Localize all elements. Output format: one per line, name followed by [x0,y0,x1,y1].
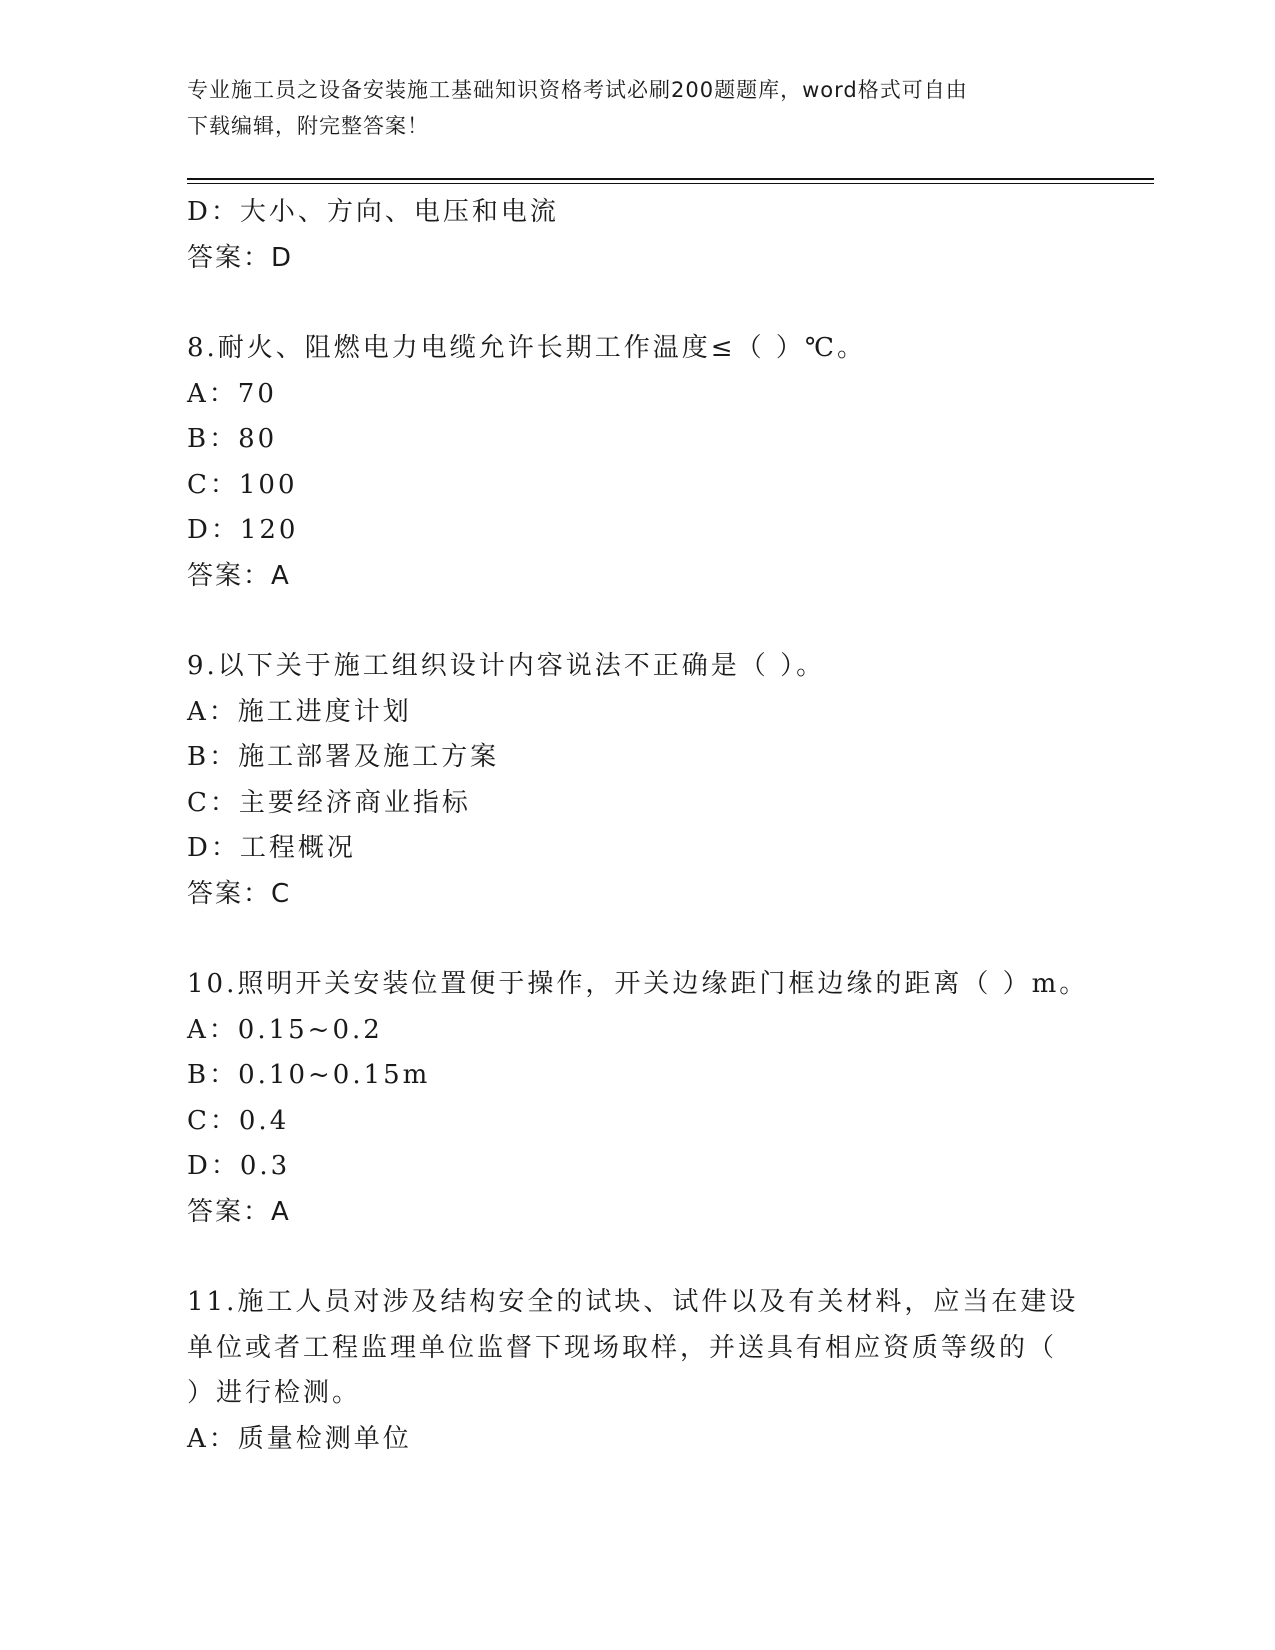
option-a: A：质量检测单位 [187,1423,412,1454]
prev-answer: 答案：D [187,242,294,273]
option-d: D：工程概况 [187,833,356,863]
question-8 [187,326,1087,599]
option-b: B：80 [187,424,278,454]
answer: 答案：A [187,1196,291,1227]
answer: 答案：C [187,878,292,909]
question-stem: 10.照明开关安装位置便于操作，开关边缘距门框边缘的距离（ ）m。 [187,969,1089,999]
option-a: A：70 [187,378,277,409]
question-stem-line-2: 单位或者工程监理单位监督下现场取样，并送具有相应资质等级的（ [187,1332,1058,1363]
spacer [187,281,1087,326]
question-9 [187,644,1087,917]
spacer [187,599,1087,644]
question-10 [187,962,1087,1235]
option-c: C：100 [187,469,298,500]
prev-option-d: D：大小、方向、电压和电流 [187,197,559,227]
option-b: B：0.10~0.15m [187,1060,431,1090]
spacer [187,1235,1087,1280]
question-stem-line-3: ）进行检测。 [187,1378,362,1408]
option-b: B：施工部署及施工方案 [187,742,500,772]
header-rule-thin [187,183,1154,184]
spacer [187,917,1087,962]
option-a: A：施工进度计划 [187,696,412,727]
question-body [187,190,1087,1462]
question-stem-line-1: 11.施工人员对涉及结构安全的试块、试件以及有关材料，应当在建设 [187,1287,1079,1317]
option-d: D：0.3 [187,1151,291,1181]
header-rule-thick [187,178,1154,180]
option-a: A：0.15~0.2 [187,1014,383,1045]
option-c: C：0.4 [187,1105,290,1136]
option-d: D：120 [187,515,299,545]
header-line-2: 下载编辑，附完整答案！ [187,114,429,138]
answer: 答案：A [187,560,291,591]
header-line-1: 专业施工员之设备安装施工基础知识资格考试必刷200题题库，word格式可自由 [187,78,968,102]
question-stem: 9.以下关于施工组织设计内容说法不正确是（ ）。 [187,651,826,681]
document-header [187,72,1067,144]
question-11 [187,1280,1087,1462]
question-stem: 8.耐火、阻燃电力电缆允许长期工作温度≤（ ）℃。 [187,333,866,363]
option-c: C：主要经济商业指标 [187,787,471,818]
